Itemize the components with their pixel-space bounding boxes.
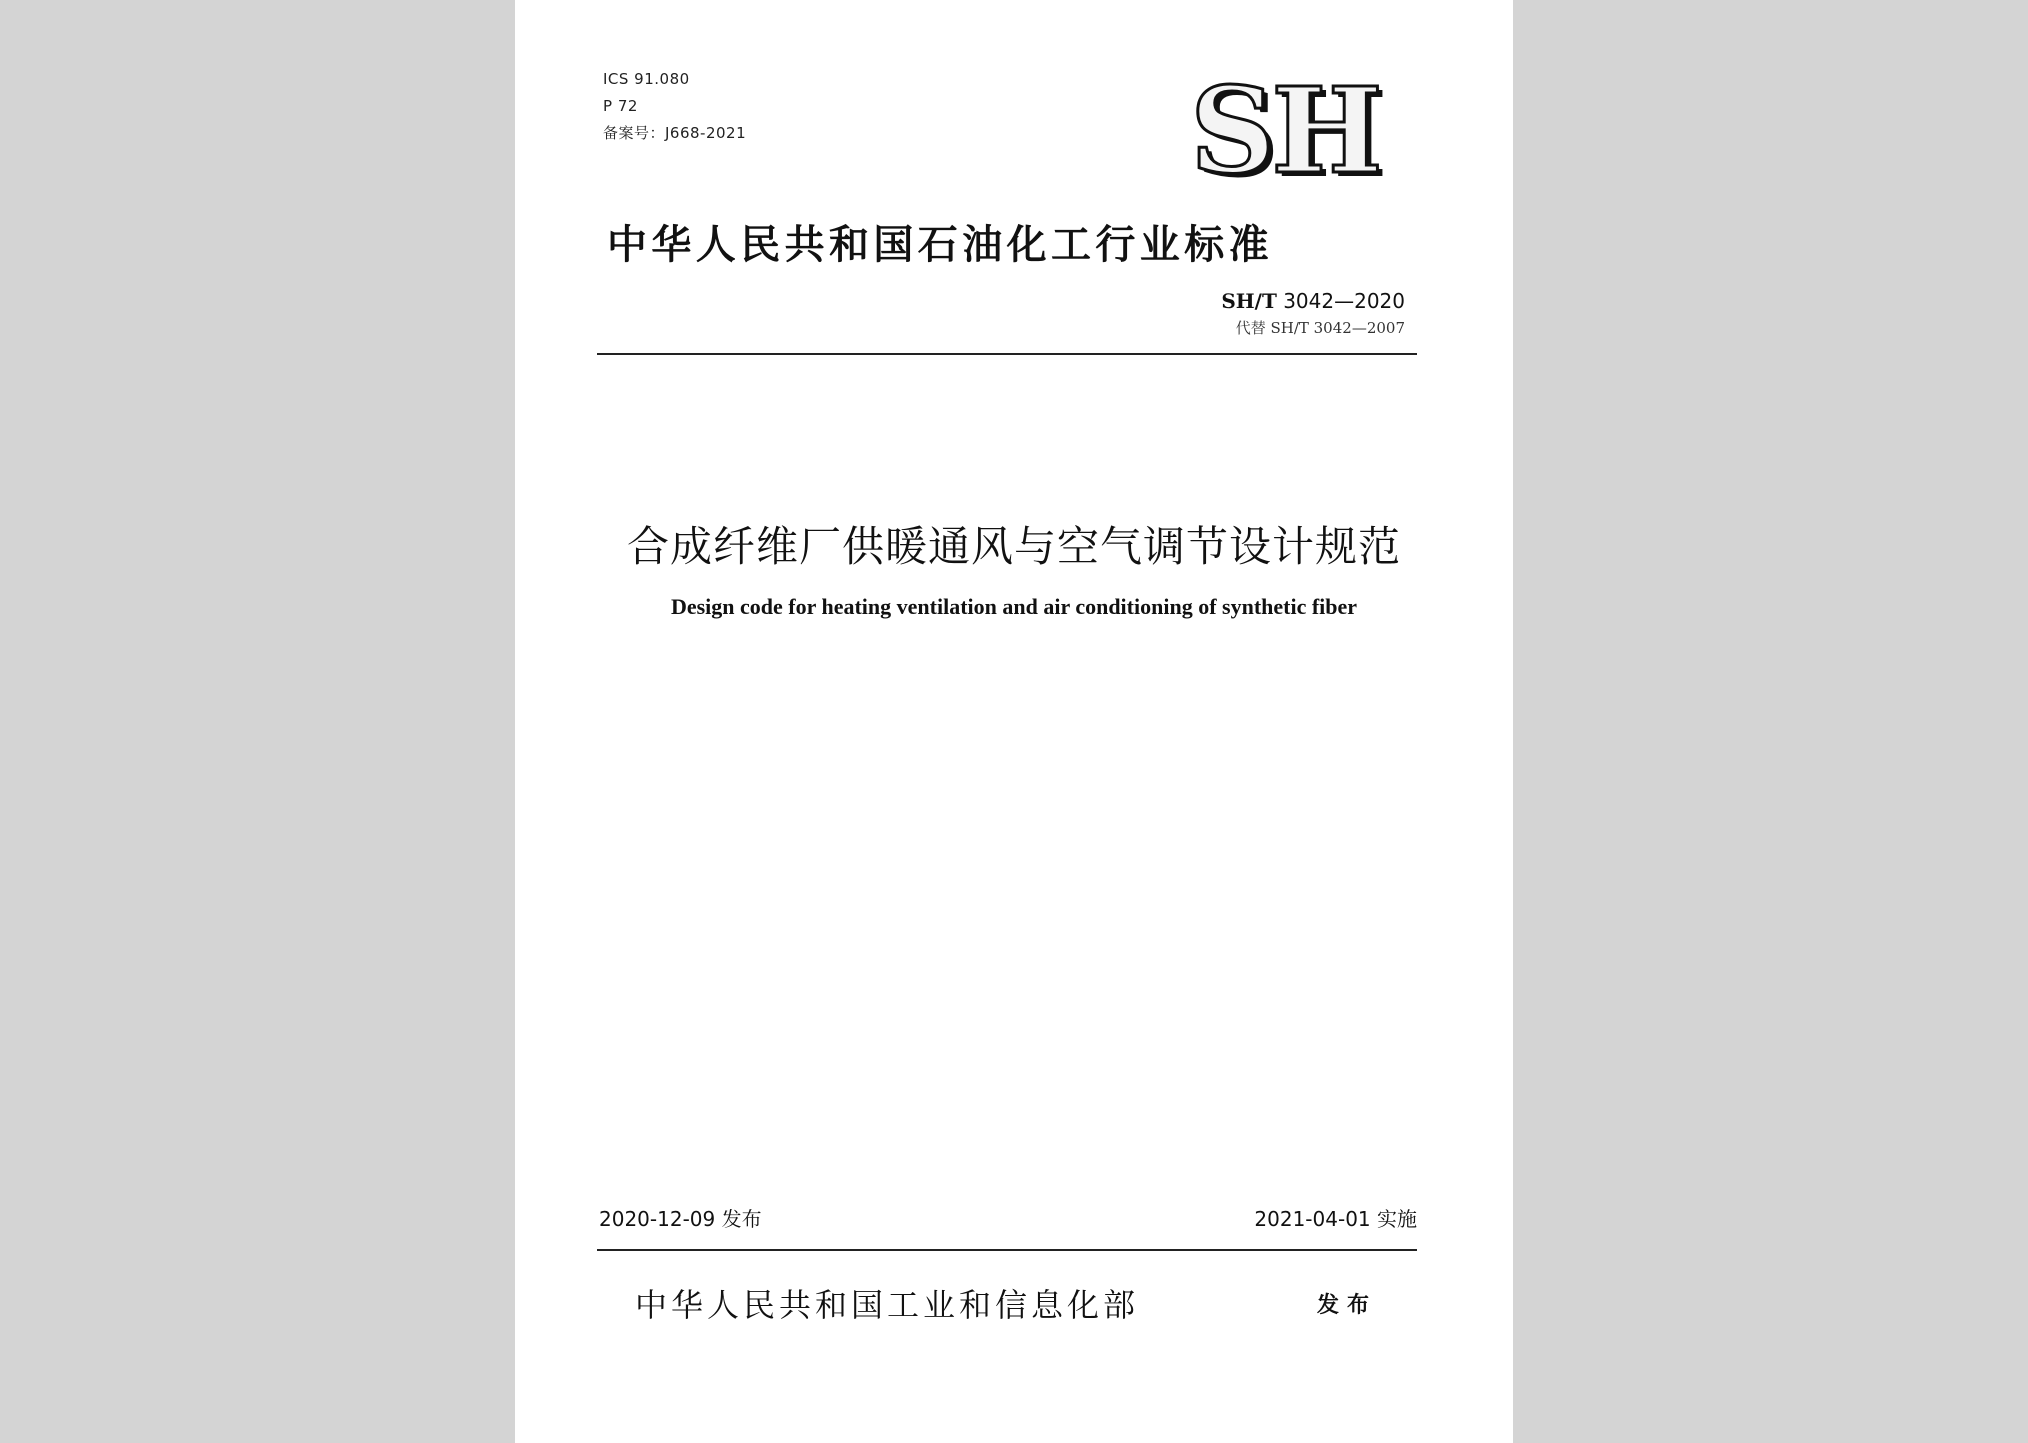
standard-code-block (1221, 288, 1405, 340)
sh-logo: SH (1190, 61, 1379, 200)
document-cover (515, 0, 1513, 1443)
replaces-code: 代替 SH/T 3042—2007 (1235, 319, 1405, 337)
standard-code-prefix: SH/T (1221, 289, 1277, 313)
ics-code: ICS 91.080 (603, 70, 690, 88)
publish-label: 发布 (1317, 1293, 1378, 1318)
industry-standard-title: 中华人民共和国石油化工行业标准 (607, 222, 1273, 268)
classification-block (603, 66, 746, 147)
issue-date: 2020-12-09 发布 (599, 1207, 762, 1231)
document-title-cn: 合成纤维厂供暖通风与空气调节设计规范 (626, 522, 1401, 571)
record-number: 备案号：J668-2021 (603, 124, 747, 142)
ccs-code: P 72 (603, 97, 638, 115)
top-divider (597, 353, 1417, 355)
bottom-divider (597, 1249, 1417, 1251)
publisher-name: 中华人民共和国工业和信息化部 (635, 1286, 1140, 1324)
implement-date: 2021-04-01 实施 (1254, 1207, 1417, 1231)
document-title-en: Design code for heating ventilation and air conditioning of synthetic fiber (670, 594, 1358, 619)
standard-code-number: 3042—2020 (1283, 289, 1405, 313)
